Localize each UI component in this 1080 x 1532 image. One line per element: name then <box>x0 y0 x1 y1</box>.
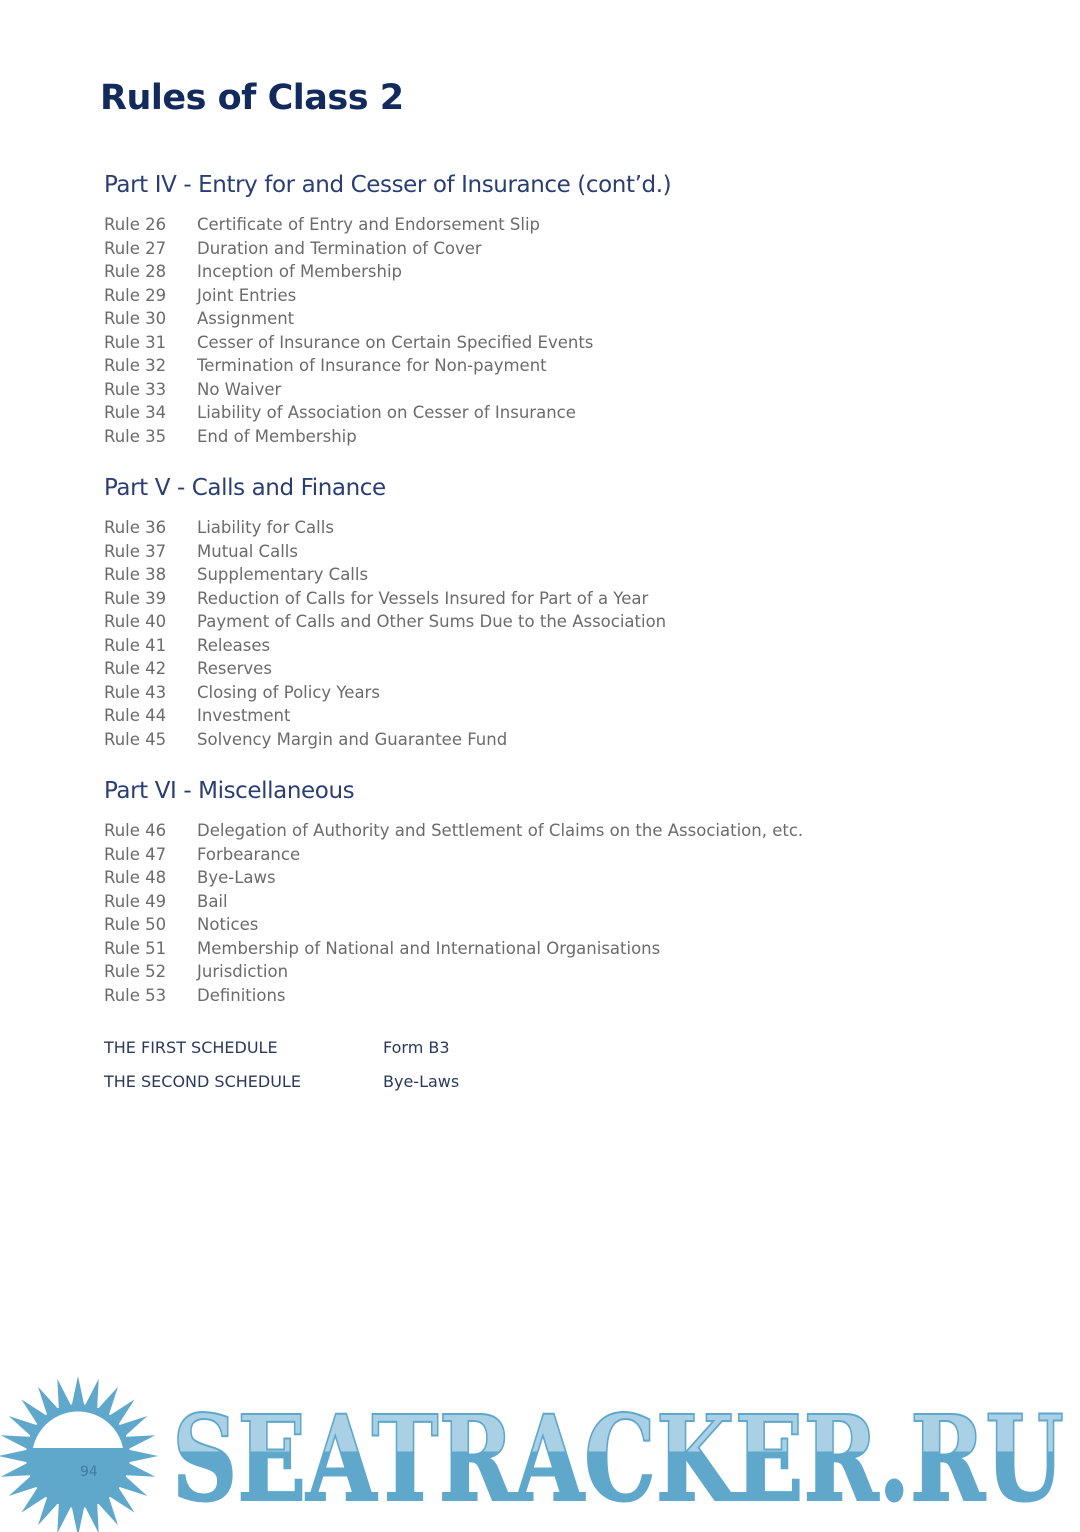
rule-title: Delegation of Authority and Settlement of Claims on the Association, etc. <box>197 821 804 840</box>
rule-entry <box>104 284 593 308</box>
rule-entry <box>104 960 803 984</box>
rule-entry <box>104 260 593 284</box>
rule-title: Mutual Calls <box>197 541 298 561</box>
rule-title: Solvency Margin and Guarantee Fund <box>197 729 508 749</box>
rule-title: Definitions <box>197 985 286 1005</box>
rule-entry <box>104 331 593 355</box>
rule-entry <box>104 634 666 658</box>
rule-number: Rule 34 <box>104 403 167 423</box>
rule-entry <box>104 516 666 540</box>
rule-number: Rule 43 <box>104 682 167 702</box>
rule-number: Rule 46 <box>104 821 167 840</box>
rule-entry <box>104 610 666 634</box>
rule-number: Rule 49 <box>104 891 167 911</box>
rule-entry <box>104 937 803 961</box>
schedule-row <box>104 1072 459 1091</box>
schedule-label: THE SECOND SCHEDULE <box>104 1072 301 1091</box>
rule-number: Rule 28 <box>104 262 167 282</box>
rule-title: Jurisdiction <box>197 962 289 982</box>
rule-number: Rule 41 <box>104 635 167 655</box>
rule-number: Rule 29 <box>104 285 167 305</box>
part-heading: Part IV - Entry for and Cesser of Insurance (cont’d.) <box>104 172 672 198</box>
sun-icon <box>0 1376 158 1532</box>
rule-number: Rule 26 <box>104 215 167 234</box>
rule-entry <box>104 890 803 914</box>
rule-number: Rule 33 <box>104 379 167 399</box>
rule-title: Duration and Termination of Cover <box>197 238 482 258</box>
watermark-logo <box>0 1368 1080 1532</box>
rule-title: Liability of Association on Cesser of Insurance <box>197 403 576 423</box>
rule-number: Rule 30 <box>104 309 167 329</box>
rule-entry <box>104 866 803 890</box>
rule-title: Bail <box>197 891 228 911</box>
rule-entry <box>104 704 666 728</box>
rule-title: Bye-Laws <box>197 868 276 888</box>
rule-entry <box>104 307 593 331</box>
rule-title: Liability for Calls <box>197 518 334 537</box>
rule-number: Rule 36 <box>104 518 167 537</box>
rule-title: No Waiver <box>197 379 282 399</box>
rule-title: Investment <box>197 706 291 726</box>
watermark-text: SEATRACKER.RU <box>172 1389 1064 1528</box>
rule-number: Rule 50 <box>104 915 167 935</box>
page-title: Rules of Class 2 <box>100 78 404 118</box>
page-number: 94 <box>80 1464 98 1480</box>
rule-number: Rule 35 <box>104 426 167 446</box>
schedule-value: Bye-Laws <box>383 1072 460 1091</box>
rule-number: Rule 39 <box>104 588 167 608</box>
rule-entry <box>104 213 593 237</box>
rule-entry <box>104 354 593 378</box>
rule-number: Rule 51 <box>104 938 167 958</box>
rule-entry <box>104 984 803 1008</box>
rule-entry <box>104 587 666 611</box>
rule-list <box>104 213 593 448</box>
rule-title: Certificate of Entry and Endorsement Slip <box>197 215 541 234</box>
rule-number: Rule 47 <box>104 844 167 864</box>
rule-entry <box>104 681 666 705</box>
rule-title: Releases <box>197 635 271 655</box>
rule-list <box>104 819 803 1007</box>
rule-entry <box>104 378 593 402</box>
rule-entry <box>104 657 666 681</box>
rule-title: Joint Entries <box>197 285 297 305</box>
rule-title: Forbearance <box>197 844 301 864</box>
rule-title: End of Membership <box>197 426 357 446</box>
rule-title: Cesser of Insurance on Certain Specified Events <box>197 332 594 352</box>
rule-entry <box>104 540 666 564</box>
rule-number: Rule 52 <box>104 962 167 982</box>
rule-number: Rule 27 <box>104 238 167 258</box>
rule-title: Reduction of Calls for Vessels Insured for Part of a Year <box>197 588 649 608</box>
rule-title: Termination of Insurance for Non-payment <box>197 356 547 376</box>
rule-title: Inception of Membership <box>197 262 403 282</box>
rule-title: Closing of Policy Years <box>197 682 380 702</box>
rule-entry <box>104 425 593 449</box>
rule-list <box>104 516 666 751</box>
rule-title: Payment of Calls and Other Sums Due to the Association <box>197 612 667 632</box>
rule-title: Reserves <box>197 659 272 679</box>
rule-number: Rule 42 <box>104 659 167 679</box>
rule-number: Rule 32 <box>104 356 167 376</box>
rule-entry <box>104 819 803 843</box>
rule-number: Rule 31 <box>104 332 167 352</box>
schedule-value: Form B3 <box>383 1038 450 1057</box>
rule-title: Membership of National and International Organisations <box>197 938 661 958</box>
schedule-row <box>104 1038 450 1057</box>
rule-entry <box>104 913 803 937</box>
rule-entry <box>104 563 666 587</box>
rule-entry <box>104 843 803 867</box>
rule-entry <box>104 401 593 425</box>
schedule-label: THE FIRST SCHEDULE <box>104 1038 278 1057</box>
rule-title: Notices <box>197 915 259 935</box>
rule-title: Assignment <box>197 309 295 329</box>
rule-number: Rule 40 <box>104 612 167 632</box>
part-heading: Part V - Calls and Finance <box>104 475 386 501</box>
rule-number: Rule 45 <box>104 729 167 749</box>
rule-number: Rule 44 <box>104 706 167 726</box>
rule-number: Rule 48 <box>104 868 167 888</box>
rule-number: Rule 38 <box>104 565 167 585</box>
rule-entry <box>104 728 666 752</box>
part-heading: Part VI - Miscellaneous <box>104 778 355 804</box>
rule-entry <box>104 237 593 261</box>
rule-title: Supplementary Calls <box>197 565 369 585</box>
rule-number: Rule 37 <box>104 541 167 561</box>
rule-number: Rule 53 <box>104 985 167 1005</box>
